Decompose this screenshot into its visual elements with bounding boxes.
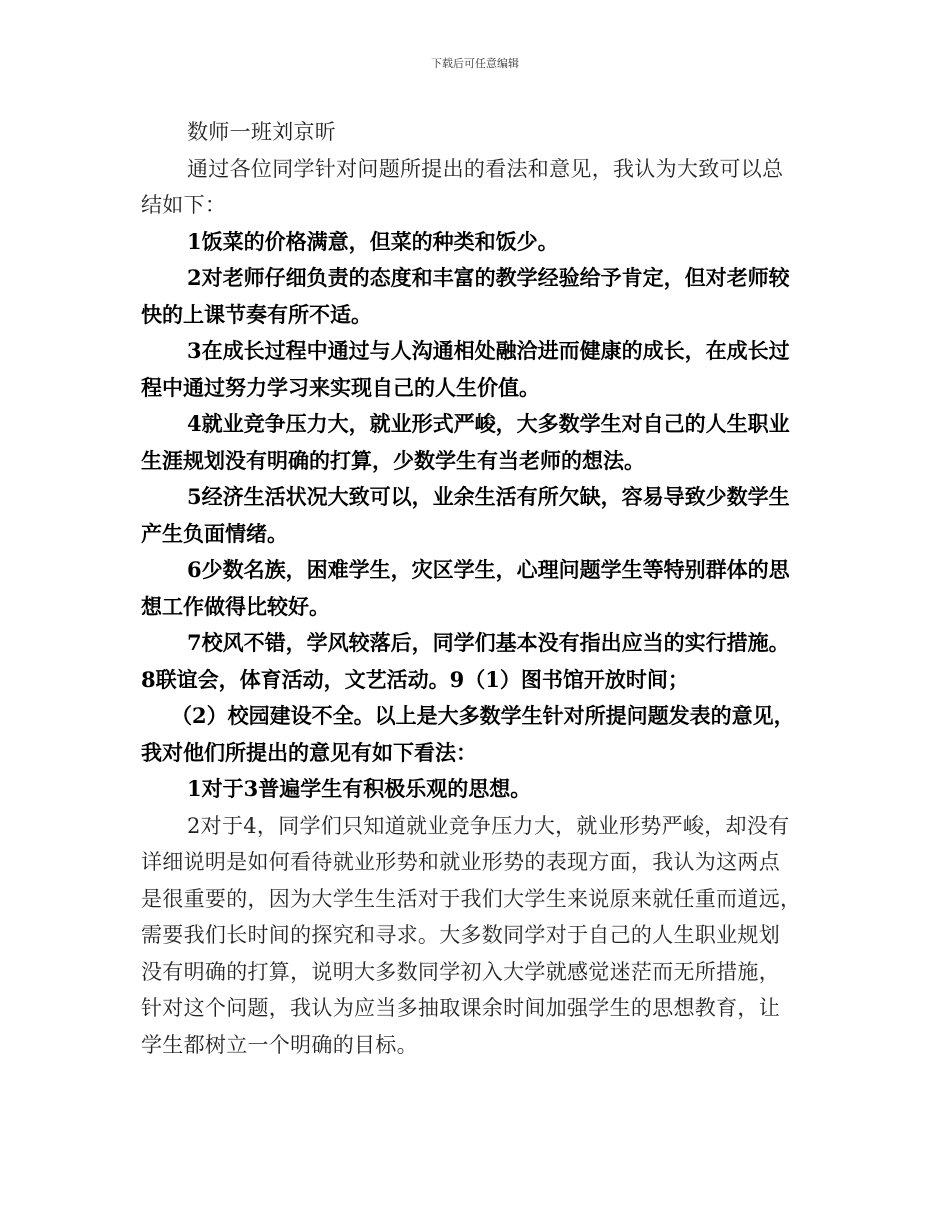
analysis-line: 学生都树立一个明确的目标。: [141, 1032, 418, 1057]
summary-point: 3在成长过程中通过与人沟通相处融洽进而健康的成长，在成长过: [187, 338, 790, 363]
summary-point-continuation: 快的上课节奏有所不适。: [141, 301, 372, 327]
summary-point: 7校风不错，学风较落后，同学们基本没有指出应当的实行措施。: [187, 630, 790, 655]
analysis-line: 2对于4，同学们只知道就业竞争压力大，就业形势严峻，却没有: [187, 813, 790, 838]
intro-line: 通过各位同学针对问题所提出的看法和意见，我认为大致可以总: [187, 156, 784, 181]
analysis-line: 需要我们长时间的探究和寻求。大多数同学对于自己的人生职业规划: [141, 923, 780, 947]
summary-point-continuation: 生涯规划没有明确的打算，少数学生有当老师的想法。: [141, 447, 645, 473]
author-line: 数师一班刘京昕: [187, 120, 337, 144]
summary-point-continuation: 产生负面情绪。: [141, 520, 288, 546]
summary-point: 6少数名族，困难学生，灾区学生，心理问题学生等特别群体的思: [187, 557, 790, 582]
summary-point-continuation: 我对他们所提出的意见有如下看法：: [141, 739, 477, 765]
summary-point: （2）校园建设不全。以上是大多数学生针对所提问题发表的意见，: [171, 703, 795, 728]
summary-point: 5经济生活状况大致可以，业余生活有所欠缺，容易导致少数学生: [187, 484, 790, 509]
summary-point: 1饭菜的价格满意，但菜的种类和饭少。: [187, 228, 559, 254]
opinion-point: 1对于3普遍学生有积极乐观的思想。: [187, 776, 532, 801]
analysis-line: 针对这个问题，我认为应当多抽取课余时间加强学生的思想教育，让: [141, 996, 780, 1020]
summary-point-continuation: 程中通过努力学习来实现自己的人生价值。: [141, 374, 540, 400]
document-body: [141, 114, 826, 1063]
intro-line: 结如下：: [141, 193, 227, 217]
summary-point-continuation: 想工作做得比较好。: [141, 593, 330, 619]
summary-point: 2对老师仔细负责的态度和丰富的教学经验给予肯定，但对老师较: [187, 265, 790, 290]
summary-point: 8联谊会，体育活动，文艺活动。9（1）图书馆开放时间；: [141, 666, 689, 692]
summary-point: 4就业竞争压力大，就业形式严峻，大多数学生对自己的人生职业: [187, 411, 790, 436]
analysis-line: 没有明确的打算，说明大多数同学初入大学就感觉迷茫而无所措施，: [141, 959, 780, 984]
analysis-line: 是很重要的，因为大学生生活对于我们大学生来说原来就任重而道远，: [141, 886, 802, 911]
page-header: 下载后可任意编辑: [431, 57, 519, 70]
analysis-line: 详细说明是如何看待就业形势和就业形势的表现方面，我认为这两点: [141, 850, 780, 874]
